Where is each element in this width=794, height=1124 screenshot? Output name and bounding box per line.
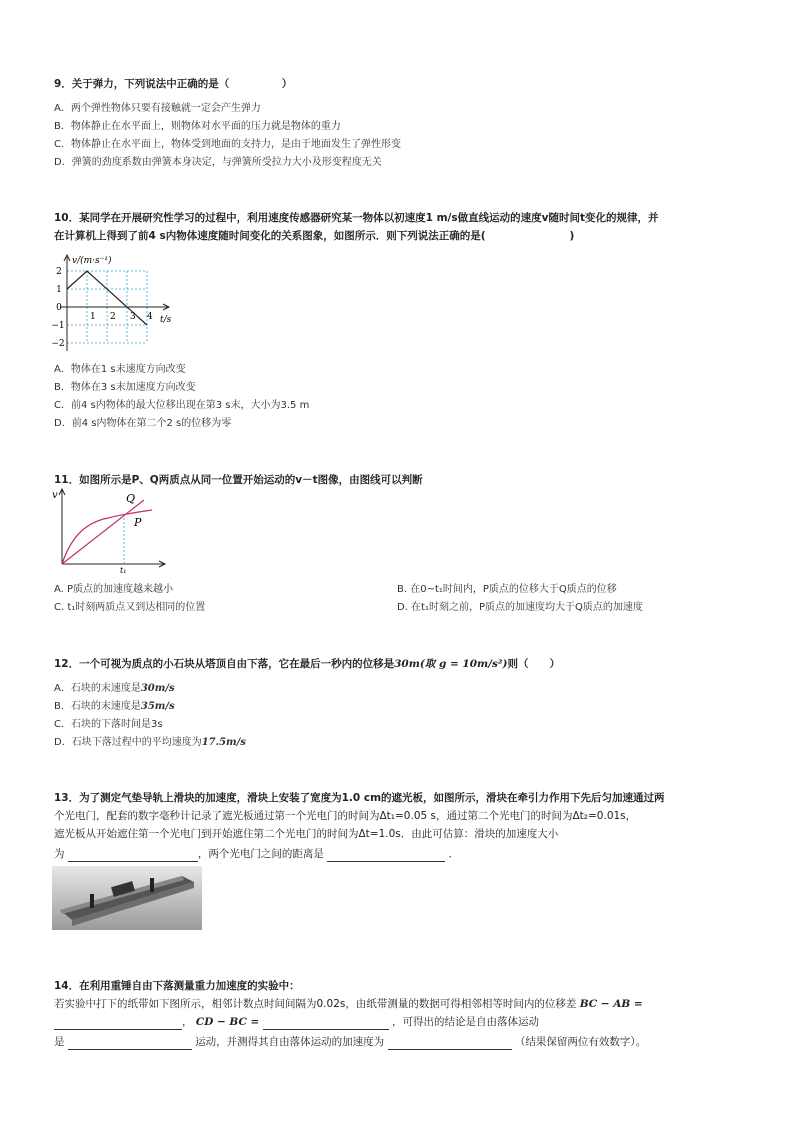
q11-graph-t1-label: t₁ <box>120 566 127 574</box>
q11-graph-p-label: P <box>134 516 142 529</box>
q14-motion-type-blank[interactable] <box>68 1037 192 1050</box>
q12-option-b <box>54 699 175 715</box>
q13-distance-blank[interactable] <box>327 849 445 862</box>
q11-option-c: C. t₁时刻两质点又到达相同的位置 <box>54 602 206 613</box>
q10-graph-ylabel: v/(m·s⁻¹) <box>72 256 112 266</box>
q14-line4-end: （结果保留两位有效数字）。 <box>514 1036 647 1048</box>
q12-option-b-text: B．石块的末速度是 <box>54 701 141 712</box>
q9-option-c: C．物体静止在水平面上，物体受到地面的支持力，是由于地面发生了弹性形变 <box>54 139 401 150</box>
q11-graph-ylabel: v <box>52 490 58 501</box>
q13-line4 <box>54 846 459 862</box>
q10-y-tick: 2 <box>56 267 62 277</box>
q13-line2: 个光电门，配套的数字毫秒计记录了遮光板通过第一个光电门的时间为Δt₁=0.05 s，通过第二个光电门的时间为Δt₂=0.01s， <box>54 810 637 822</box>
q12-option-a-math: 30m/s <box>140 683 175 694</box>
q13-line4-prefix: 为 <box>54 848 65 860</box>
q9-stem: 9．关于弹力，下列说法中正确的是（ ） <box>54 78 293 90</box>
q10-vt-graph <box>50 252 190 356</box>
q11-option-d: D. 在t₁时刻之前，P质点的加速度均大于Q质点的加速度 <box>397 602 643 613</box>
q13-line3: 遮光板从开始遮住第一个光电门到开始遮住第二个光电门的时间为Δt=1.0s．由此可估算：滑块的加速度大小 <box>54 828 559 840</box>
q12-option-b-math: 35m/s <box>140 701 175 712</box>
q12-stem-end: 则（ ） <box>507 658 560 670</box>
q13-line1: 13．为了测定气垫导轨上滑块的加速度，滑块上安装了宽度为1.0 cm的遮光板，如图所示，滑块在牵引力作用下先后匀加速通过两 <box>54 792 665 804</box>
q12-stem <box>54 656 560 672</box>
q14-line3-text: ，可得出的结论是自由落体运动 <box>391 1016 539 1028</box>
air-track-illustration <box>52 866 202 930</box>
q14-line4-prefix: 是 <box>54 1036 65 1048</box>
q12-option-d-text: D．石块下落过程中的平均速度为 <box>54 737 202 748</box>
q10-stem-line1: 10．某同学在开展研究性学习的过程中，利用速度传感器研究某一物体以初速度1 m/s做直线运动的速度v随时间t变化的规律，并 <box>54 212 659 224</box>
q12-stem-text: 12．一个可视为质点的小石块从塔顶自由下落，它在最后一秒内的位移是 <box>54 658 395 670</box>
q12-option-c <box>54 717 163 733</box>
q10-y-tick: 0 <box>56 303 62 313</box>
q11-stem: 11．如图所示是P、Q两质点从同一位置开始运动的v－t图像，由图线可以判断 <box>54 474 423 486</box>
q14-line3: ， CD − BC = ，可得出的结论是自由落体运动 <box>54 1014 539 1030</box>
q13-acceleration-blank[interactable] <box>68 849 198 862</box>
q13-line4-end: ． <box>448 848 460 860</box>
q14-bc-ab-blank[interactable] <box>54 1017 182 1030</box>
q11-option-b: B. 在0~t₁时间内，P质点的位移大于Q质点的位移 <box>397 584 617 595</box>
q10-option-c: C．前4 s内物体的最大位移出现在第3 s末，大小为3.5 m <box>54 400 310 411</box>
q12-option-d <box>54 735 246 751</box>
q14-line2-text: 若实验中打下的纸带如下图所示，相邻计数点时间间隔为0.02s，由纸带测量的数据可得相邻相等时间内的位移差 <box>54 998 577 1010</box>
q10-graph-xlabel: t/s <box>160 315 172 325</box>
q12-option-d-math: 17.5m/s <box>201 737 246 748</box>
q10-option-d: D．前4 s内物体在第二个2 s的位移为零 <box>54 418 232 429</box>
q11-graph-q-label: Q <box>126 492 136 505</box>
q10-option-a: A．物体在1 s末速度方向改变 <box>54 364 186 375</box>
q10-option-b: B．物体在3 s末加速度方向改变 <box>54 382 196 393</box>
q12-option-c-text: C．石块的下落时间是3s <box>54 719 163 730</box>
q10-y-tick: 1 <box>56 285 62 295</box>
q9-option-a: A．两个弹性物体只要有接触就一定会产生弹力 <box>54 103 261 114</box>
q12-option-a-text: A．石块的末速度是 <box>54 683 141 694</box>
q14-line3-math: CD − BC = <box>195 1016 260 1028</box>
q14-line2 <box>54 996 643 1012</box>
q12-option-a <box>54 681 175 697</box>
q9-option-b: B．物体静止在水平面上，则物体对水平面的压力就是物体的重力 <box>54 121 341 132</box>
q14-cd-bc-blank[interactable] <box>263 1017 389 1030</box>
q10-y-tick: −1 <box>51 321 65 331</box>
q11-vt-graph <box>48 486 168 574</box>
q10-x-tick: 1 <box>90 312 96 322</box>
q14-acceleration-blank[interactable] <box>388 1037 512 1050</box>
q10-x-tick: 3 <box>130 312 136 322</box>
q10-x-tick: 2 <box>110 312 116 322</box>
q11-option-a: A. P质点的加速度越来越小 <box>54 584 174 595</box>
q14-line1: 14．在利用重锤自由下落测量重力加速度的实验中： <box>54 980 300 992</box>
q14-line4 <box>54 1034 646 1050</box>
q10-y-tick: −2 <box>51 339 65 349</box>
q13-line4-middle: ，两个光电门之间的距离是 <box>197 848 324 860</box>
q14-line2-math: BC − AB = <box>579 998 643 1010</box>
q9-option-d: D．弹簧的劲度系数由弹簧本身决定，与弹簧所受拉力大小及形变程度无关 <box>54 157 382 168</box>
q14-line4-middle: 运动，并测得其自由落体运动的加速度为 <box>195 1036 385 1048</box>
q10-stem-line2: 在计算机上得到了前4 s内物体速度随时间变化的关系图象，如图所示．则下列说法正确的是( ) <box>54 230 575 242</box>
q10-x-tick: 4 <box>147 312 153 322</box>
q12-stem-math: 30m(取 g = 10m/s²) <box>394 658 508 670</box>
